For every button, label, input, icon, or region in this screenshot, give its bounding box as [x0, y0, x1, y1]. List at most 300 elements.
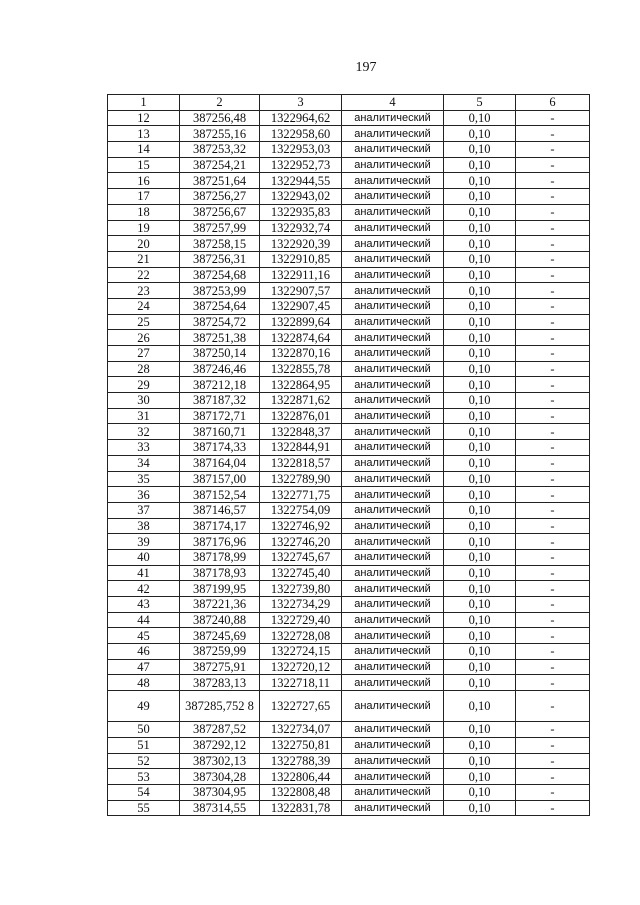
point-number-cell: 49	[108, 691, 180, 722]
y-coordinate-cell: 1322874,64	[260, 330, 342, 346]
accuracy-cell: 0,10	[444, 784, 516, 800]
y-coordinate-cell: 1322935,83	[260, 204, 342, 220]
accuracy-cell: 0,10	[444, 691, 516, 722]
y-coordinate-cell: 1322746,92	[260, 518, 342, 534]
x-coordinate-cell: 387152,54	[180, 487, 260, 503]
x-coordinate-cell: 387250,14	[180, 346, 260, 362]
accuracy-cell: 0,10	[444, 565, 516, 581]
accuracy-cell: 0,10	[444, 330, 516, 346]
y-coordinate-cell: 1322789,90	[260, 471, 342, 487]
accuracy-cell: 0,10	[444, 675, 516, 691]
point-number-cell: 27	[108, 346, 180, 362]
y-coordinate-cell: 1322932,74	[260, 220, 342, 236]
method-cell: аналитический	[342, 110, 444, 126]
header-cell: 2	[180, 95, 260, 111]
method-cell: аналитический	[342, 236, 444, 252]
x-coordinate-cell: 387178,93	[180, 565, 260, 581]
accuracy-cell: 0,10	[444, 644, 516, 660]
point-number-cell: 50	[108, 722, 180, 738]
point-number-cell: 16	[108, 173, 180, 189]
accuracy-cell: 0,10	[444, 769, 516, 785]
y-coordinate-cell: 1322907,57	[260, 283, 342, 299]
method-cell: аналитический	[342, 361, 444, 377]
note-cell: -	[516, 675, 590, 691]
accuracy-cell: 0,10	[444, 346, 516, 362]
x-coordinate-cell: 387245,69	[180, 628, 260, 644]
note-cell: -	[516, 236, 590, 252]
method-cell: аналитический	[342, 267, 444, 283]
y-coordinate-cell: 1322771,75	[260, 487, 342, 503]
x-coordinate-cell: 387254,72	[180, 314, 260, 330]
method-cell: аналитический	[342, 597, 444, 613]
method-cell: аналитический	[342, 189, 444, 205]
note-cell: -	[516, 487, 590, 503]
method-cell: аналитический	[342, 314, 444, 330]
table-row	[108, 549, 590, 565]
x-coordinate-cell: 387174,33	[180, 440, 260, 456]
x-coordinate-cell: 387254,64	[180, 298, 260, 314]
table-row	[108, 408, 590, 424]
table-row	[108, 110, 590, 126]
x-coordinate-cell: 387256,27	[180, 189, 260, 205]
point-number-cell: 31	[108, 408, 180, 424]
y-coordinate-cell: 1322745,67	[260, 549, 342, 565]
point-number-cell: 48	[108, 675, 180, 691]
x-coordinate-cell: 387254,21	[180, 157, 260, 173]
y-coordinate-cell: 1322734,29	[260, 597, 342, 613]
table-row	[108, 597, 590, 613]
x-coordinate-cell: 387314,55	[180, 800, 260, 816]
method-cell: аналитический	[342, 628, 444, 644]
table-row	[108, 471, 590, 487]
method-cell: аналитический	[342, 581, 444, 597]
note-cell: -	[516, 157, 590, 173]
x-coordinate-cell: 387287,52	[180, 722, 260, 738]
x-coordinate-cell: 387256,31	[180, 251, 260, 267]
y-coordinate-cell: 1322871,62	[260, 393, 342, 409]
point-number-cell: 12	[108, 110, 180, 126]
method-cell: аналитический	[342, 722, 444, 738]
note-cell: -	[516, 142, 590, 158]
x-coordinate-cell: 387255,16	[180, 126, 260, 142]
point-number-cell: 51	[108, 737, 180, 753]
note-cell: -	[516, 784, 590, 800]
coordinates-table	[107, 94, 590, 816]
x-coordinate-cell: 387257,99	[180, 220, 260, 236]
note-cell: -	[516, 204, 590, 220]
header-cell: 1	[108, 95, 180, 111]
method-cell: аналитический	[342, 393, 444, 409]
table-row	[108, 424, 590, 440]
method-cell: аналитический	[342, 142, 444, 158]
point-number-cell: 42	[108, 581, 180, 597]
note-cell: -	[516, 549, 590, 565]
table-row	[108, 220, 590, 236]
x-coordinate-cell: 387187,32	[180, 393, 260, 409]
point-number-cell: 29	[108, 377, 180, 393]
x-coordinate-cell: 387285,752 8	[180, 691, 260, 722]
accuracy-cell: 0,10	[444, 455, 516, 471]
method-cell: аналитический	[342, 408, 444, 424]
x-coordinate-cell: 387172,71	[180, 408, 260, 424]
note-cell: -	[516, 440, 590, 456]
table-row	[108, 126, 590, 142]
y-coordinate-cell: 1322788,39	[260, 753, 342, 769]
y-coordinate-cell: 1322727,65	[260, 691, 342, 722]
y-coordinate-cell: 1322818,57	[260, 455, 342, 471]
note-cell: -	[516, 753, 590, 769]
note-cell: -	[516, 597, 590, 613]
note-cell: -	[516, 346, 590, 362]
x-coordinate-cell: 387251,64	[180, 173, 260, 189]
y-coordinate-cell: 1322724,15	[260, 644, 342, 660]
note-cell: -	[516, 644, 590, 660]
x-coordinate-cell: 387292,12	[180, 737, 260, 753]
table-row	[108, 737, 590, 753]
accuracy-cell: 0,10	[444, 502, 516, 518]
table-row	[108, 644, 590, 660]
y-coordinate-cell: 1322964,62	[260, 110, 342, 126]
x-coordinate-cell: 387178,99	[180, 549, 260, 565]
method-cell: аналитический	[342, 157, 444, 173]
x-coordinate-cell: 387253,32	[180, 142, 260, 158]
point-number-cell: 34	[108, 455, 180, 471]
method-cell: аналитический	[342, 753, 444, 769]
y-coordinate-cell: 1322943,02	[260, 189, 342, 205]
note-cell: -	[516, 408, 590, 424]
accuracy-cell: 0,10	[444, 722, 516, 738]
point-number-cell: 28	[108, 361, 180, 377]
note-cell: -	[516, 628, 590, 644]
point-number-cell: 41	[108, 565, 180, 581]
table-row	[108, 157, 590, 173]
point-number-cell: 26	[108, 330, 180, 346]
table-row	[108, 534, 590, 550]
table-body	[108, 110, 590, 816]
table-row	[108, 251, 590, 267]
method-cell: аналитический	[342, 220, 444, 236]
x-coordinate-cell: 387302,13	[180, 753, 260, 769]
note-cell: -	[516, 220, 590, 236]
note-cell: -	[516, 722, 590, 738]
y-coordinate-cell: 1322831,78	[260, 800, 342, 816]
note-cell: -	[516, 737, 590, 753]
accuracy-cell: 0,10	[444, 126, 516, 142]
note-cell: -	[516, 393, 590, 409]
y-coordinate-cell: 1322864,95	[260, 377, 342, 393]
x-coordinate-cell: 387254,68	[180, 267, 260, 283]
accuracy-cell: 0,10	[444, 189, 516, 205]
x-coordinate-cell: 387164,04	[180, 455, 260, 471]
table-row	[108, 753, 590, 769]
y-coordinate-cell: 1322907,45	[260, 298, 342, 314]
table-row	[108, 487, 590, 503]
method-cell: аналитический	[342, 659, 444, 675]
y-coordinate-cell: 1322734,07	[260, 722, 342, 738]
y-coordinate-cell: 1322944,55	[260, 173, 342, 189]
method-cell: аналитический	[342, 471, 444, 487]
x-coordinate-cell: 387256,48	[180, 110, 260, 126]
method-cell: аналитический	[342, 298, 444, 314]
method-cell: аналитический	[342, 346, 444, 362]
method-cell: аналитический	[342, 251, 444, 267]
x-coordinate-cell: 387256,67	[180, 204, 260, 220]
method-cell: аналитический	[342, 126, 444, 142]
table-row	[108, 769, 590, 785]
accuracy-cell: 0,10	[444, 549, 516, 565]
accuracy-cell: 0,10	[444, 361, 516, 377]
note-cell: -	[516, 800, 590, 816]
point-number-cell: 15	[108, 157, 180, 173]
accuracy-cell: 0,10	[444, 393, 516, 409]
y-coordinate-cell: 1322718,11	[260, 675, 342, 691]
table-row	[108, 204, 590, 220]
method-cell: аналитический	[342, 691, 444, 722]
method-cell: аналитический	[342, 644, 444, 660]
point-number-cell: 20	[108, 236, 180, 252]
table-row	[108, 346, 590, 362]
table-row	[108, 267, 590, 283]
table-row	[108, 142, 590, 158]
accuracy-cell: 0,10	[444, 471, 516, 487]
x-coordinate-cell: 387251,38	[180, 330, 260, 346]
point-number-cell: 54	[108, 784, 180, 800]
note-cell: -	[516, 424, 590, 440]
method-cell: аналитический	[342, 675, 444, 691]
method-cell: аналитический	[342, 455, 444, 471]
note-cell: -	[516, 314, 590, 330]
point-number-cell: 21	[108, 251, 180, 267]
point-number-cell: 22	[108, 267, 180, 283]
accuracy-cell: 0,10	[444, 173, 516, 189]
y-coordinate-cell: 1322746,20	[260, 534, 342, 550]
accuracy-cell: 0,10	[444, 581, 516, 597]
header-cell: 6	[516, 95, 590, 111]
accuracy-cell: 0,10	[444, 314, 516, 330]
point-number-cell: 43	[108, 597, 180, 613]
note-cell: -	[516, 251, 590, 267]
accuracy-cell: 0,10	[444, 800, 516, 816]
point-number-cell: 38	[108, 518, 180, 534]
accuracy-cell: 0,10	[444, 220, 516, 236]
accuracy-cell: 0,10	[444, 377, 516, 393]
method-cell: аналитический	[342, 549, 444, 565]
table-row	[108, 361, 590, 377]
x-coordinate-cell: 387275,91	[180, 659, 260, 675]
header-cell: 3	[260, 95, 342, 111]
accuracy-cell: 0,10	[444, 440, 516, 456]
x-coordinate-cell: 387246,46	[180, 361, 260, 377]
point-number-cell: 44	[108, 612, 180, 628]
point-number-cell: 32	[108, 424, 180, 440]
table-row	[108, 393, 590, 409]
note-cell: -	[516, 581, 590, 597]
point-number-cell: 14	[108, 142, 180, 158]
method-cell: аналитический	[342, 769, 444, 785]
table-row	[108, 173, 590, 189]
point-number-cell: 52	[108, 753, 180, 769]
accuracy-cell: 0,10	[444, 267, 516, 283]
table-row	[108, 675, 590, 691]
y-coordinate-cell: 1322754,09	[260, 502, 342, 518]
table-row	[108, 283, 590, 299]
accuracy-cell: 0,10	[444, 157, 516, 173]
point-number-cell: 46	[108, 644, 180, 660]
y-coordinate-cell: 1322729,40	[260, 612, 342, 628]
x-coordinate-cell: 387259,99	[180, 644, 260, 660]
y-coordinate-cell: 1322806,44	[260, 769, 342, 785]
point-number-cell: 55	[108, 800, 180, 816]
note-cell: -	[516, 110, 590, 126]
x-coordinate-cell: 387258,15	[180, 236, 260, 252]
x-coordinate-cell: 387160,71	[180, 424, 260, 440]
method-cell: аналитический	[342, 424, 444, 440]
x-coordinate-cell: 387304,28	[180, 769, 260, 785]
x-coordinate-cell: 387221,36	[180, 597, 260, 613]
point-number-cell: 18	[108, 204, 180, 220]
table-row	[108, 502, 590, 518]
method-cell: аналитический	[342, 173, 444, 189]
table-row	[108, 581, 590, 597]
table-row	[108, 659, 590, 675]
method-cell: аналитический	[342, 534, 444, 550]
table-row	[108, 518, 590, 534]
x-coordinate-cell: 387176,96	[180, 534, 260, 550]
accuracy-cell: 0,10	[444, 142, 516, 158]
y-coordinate-cell: 1322958,60	[260, 126, 342, 142]
note-cell: -	[516, 330, 590, 346]
accuracy-cell: 0,10	[444, 204, 516, 220]
y-coordinate-cell: 1322739,80	[260, 581, 342, 597]
point-number-cell: 13	[108, 126, 180, 142]
method-cell: аналитический	[342, 440, 444, 456]
method-cell: аналитический	[342, 204, 444, 220]
point-number-cell: 30	[108, 393, 180, 409]
y-coordinate-cell: 1322870,16	[260, 346, 342, 362]
note-cell: -	[516, 189, 590, 205]
table-row	[108, 628, 590, 644]
accuracy-cell: 0,10	[444, 251, 516, 267]
x-coordinate-cell: 387157,00	[180, 471, 260, 487]
point-number-cell: 24	[108, 298, 180, 314]
method-cell: аналитический	[342, 784, 444, 800]
accuracy-cell: 0,10	[444, 283, 516, 299]
table-row	[108, 722, 590, 738]
note-cell: -	[516, 298, 590, 314]
table-row	[108, 800, 590, 816]
y-coordinate-cell: 1322876,01	[260, 408, 342, 424]
point-number-cell: 47	[108, 659, 180, 675]
table-row	[108, 298, 590, 314]
note-cell: -	[516, 565, 590, 581]
accuracy-cell: 0,10	[444, 737, 516, 753]
y-coordinate-cell: 1322911,16	[260, 267, 342, 283]
method-cell: аналитический	[342, 565, 444, 581]
accuracy-cell: 0,10	[444, 518, 516, 534]
table-row	[108, 612, 590, 628]
x-coordinate-cell: 387174,17	[180, 518, 260, 534]
point-number-cell: 35	[108, 471, 180, 487]
accuracy-cell: 0,10	[444, 628, 516, 644]
method-cell: аналитический	[342, 283, 444, 299]
point-number-cell: 36	[108, 487, 180, 503]
y-coordinate-cell: 1322844,91	[260, 440, 342, 456]
accuracy-cell: 0,10	[444, 424, 516, 440]
method-cell: аналитический	[342, 487, 444, 503]
note-cell: -	[516, 691, 590, 722]
accuracy-cell: 0,10	[444, 597, 516, 613]
accuracy-cell: 0,10	[444, 487, 516, 503]
note-cell: -	[516, 518, 590, 534]
y-coordinate-cell: 1322855,78	[260, 361, 342, 377]
note-cell: -	[516, 612, 590, 628]
point-number-cell: 40	[108, 549, 180, 565]
y-coordinate-cell: 1322848,37	[260, 424, 342, 440]
y-coordinate-cell: 1322920,39	[260, 236, 342, 252]
accuracy-cell: 0,10	[444, 236, 516, 252]
point-number-cell: 23	[108, 283, 180, 299]
y-coordinate-cell: 1322750,81	[260, 737, 342, 753]
point-number-cell: 45	[108, 628, 180, 644]
note-cell: -	[516, 126, 590, 142]
point-number-cell: 37	[108, 502, 180, 518]
table-row	[108, 314, 590, 330]
table-row	[108, 784, 590, 800]
note-cell: -	[516, 283, 590, 299]
method-cell: аналитический	[342, 502, 444, 518]
x-coordinate-cell: 387304,95	[180, 784, 260, 800]
accuracy-cell: 0,10	[444, 534, 516, 550]
accuracy-cell: 0,10	[444, 612, 516, 628]
method-cell: аналитический	[342, 737, 444, 753]
note-cell: -	[516, 769, 590, 785]
note-cell: -	[516, 173, 590, 189]
x-coordinate-cell: 387146,57	[180, 502, 260, 518]
method-cell: аналитический	[342, 330, 444, 346]
accuracy-cell: 0,10	[444, 408, 516, 424]
y-coordinate-cell: 1322910,85	[260, 251, 342, 267]
point-number-cell: 17	[108, 189, 180, 205]
y-coordinate-cell: 1322953,03	[260, 142, 342, 158]
table-row	[108, 565, 590, 581]
x-coordinate-cell: 387212,18	[180, 377, 260, 393]
table-row	[108, 455, 590, 471]
table-row	[108, 236, 590, 252]
point-number-cell: 19	[108, 220, 180, 236]
accuracy-cell: 0,10	[444, 110, 516, 126]
point-number-cell: 39	[108, 534, 180, 550]
header-cell: 5	[444, 95, 516, 111]
y-coordinate-cell: 1322952,73	[260, 157, 342, 173]
x-coordinate-cell: 387240,88	[180, 612, 260, 628]
point-number-cell: 25	[108, 314, 180, 330]
table-row	[108, 330, 590, 346]
method-cell: аналитический	[342, 612, 444, 628]
note-cell: -	[516, 471, 590, 487]
table-row	[108, 691, 590, 722]
accuracy-cell: 0,10	[444, 298, 516, 314]
y-coordinate-cell: 1322899,64	[260, 314, 342, 330]
x-coordinate-cell: 387253,99	[180, 283, 260, 299]
page-number: 197	[355, 60, 377, 75]
x-coordinate-cell: 387199,95	[180, 581, 260, 597]
header-row	[108, 95, 590, 111]
point-number-cell: 33	[108, 440, 180, 456]
note-cell: -	[516, 377, 590, 393]
note-cell: -	[516, 502, 590, 518]
header-cell: 4	[342, 95, 444, 111]
x-coordinate-cell: 387283,13	[180, 675, 260, 691]
